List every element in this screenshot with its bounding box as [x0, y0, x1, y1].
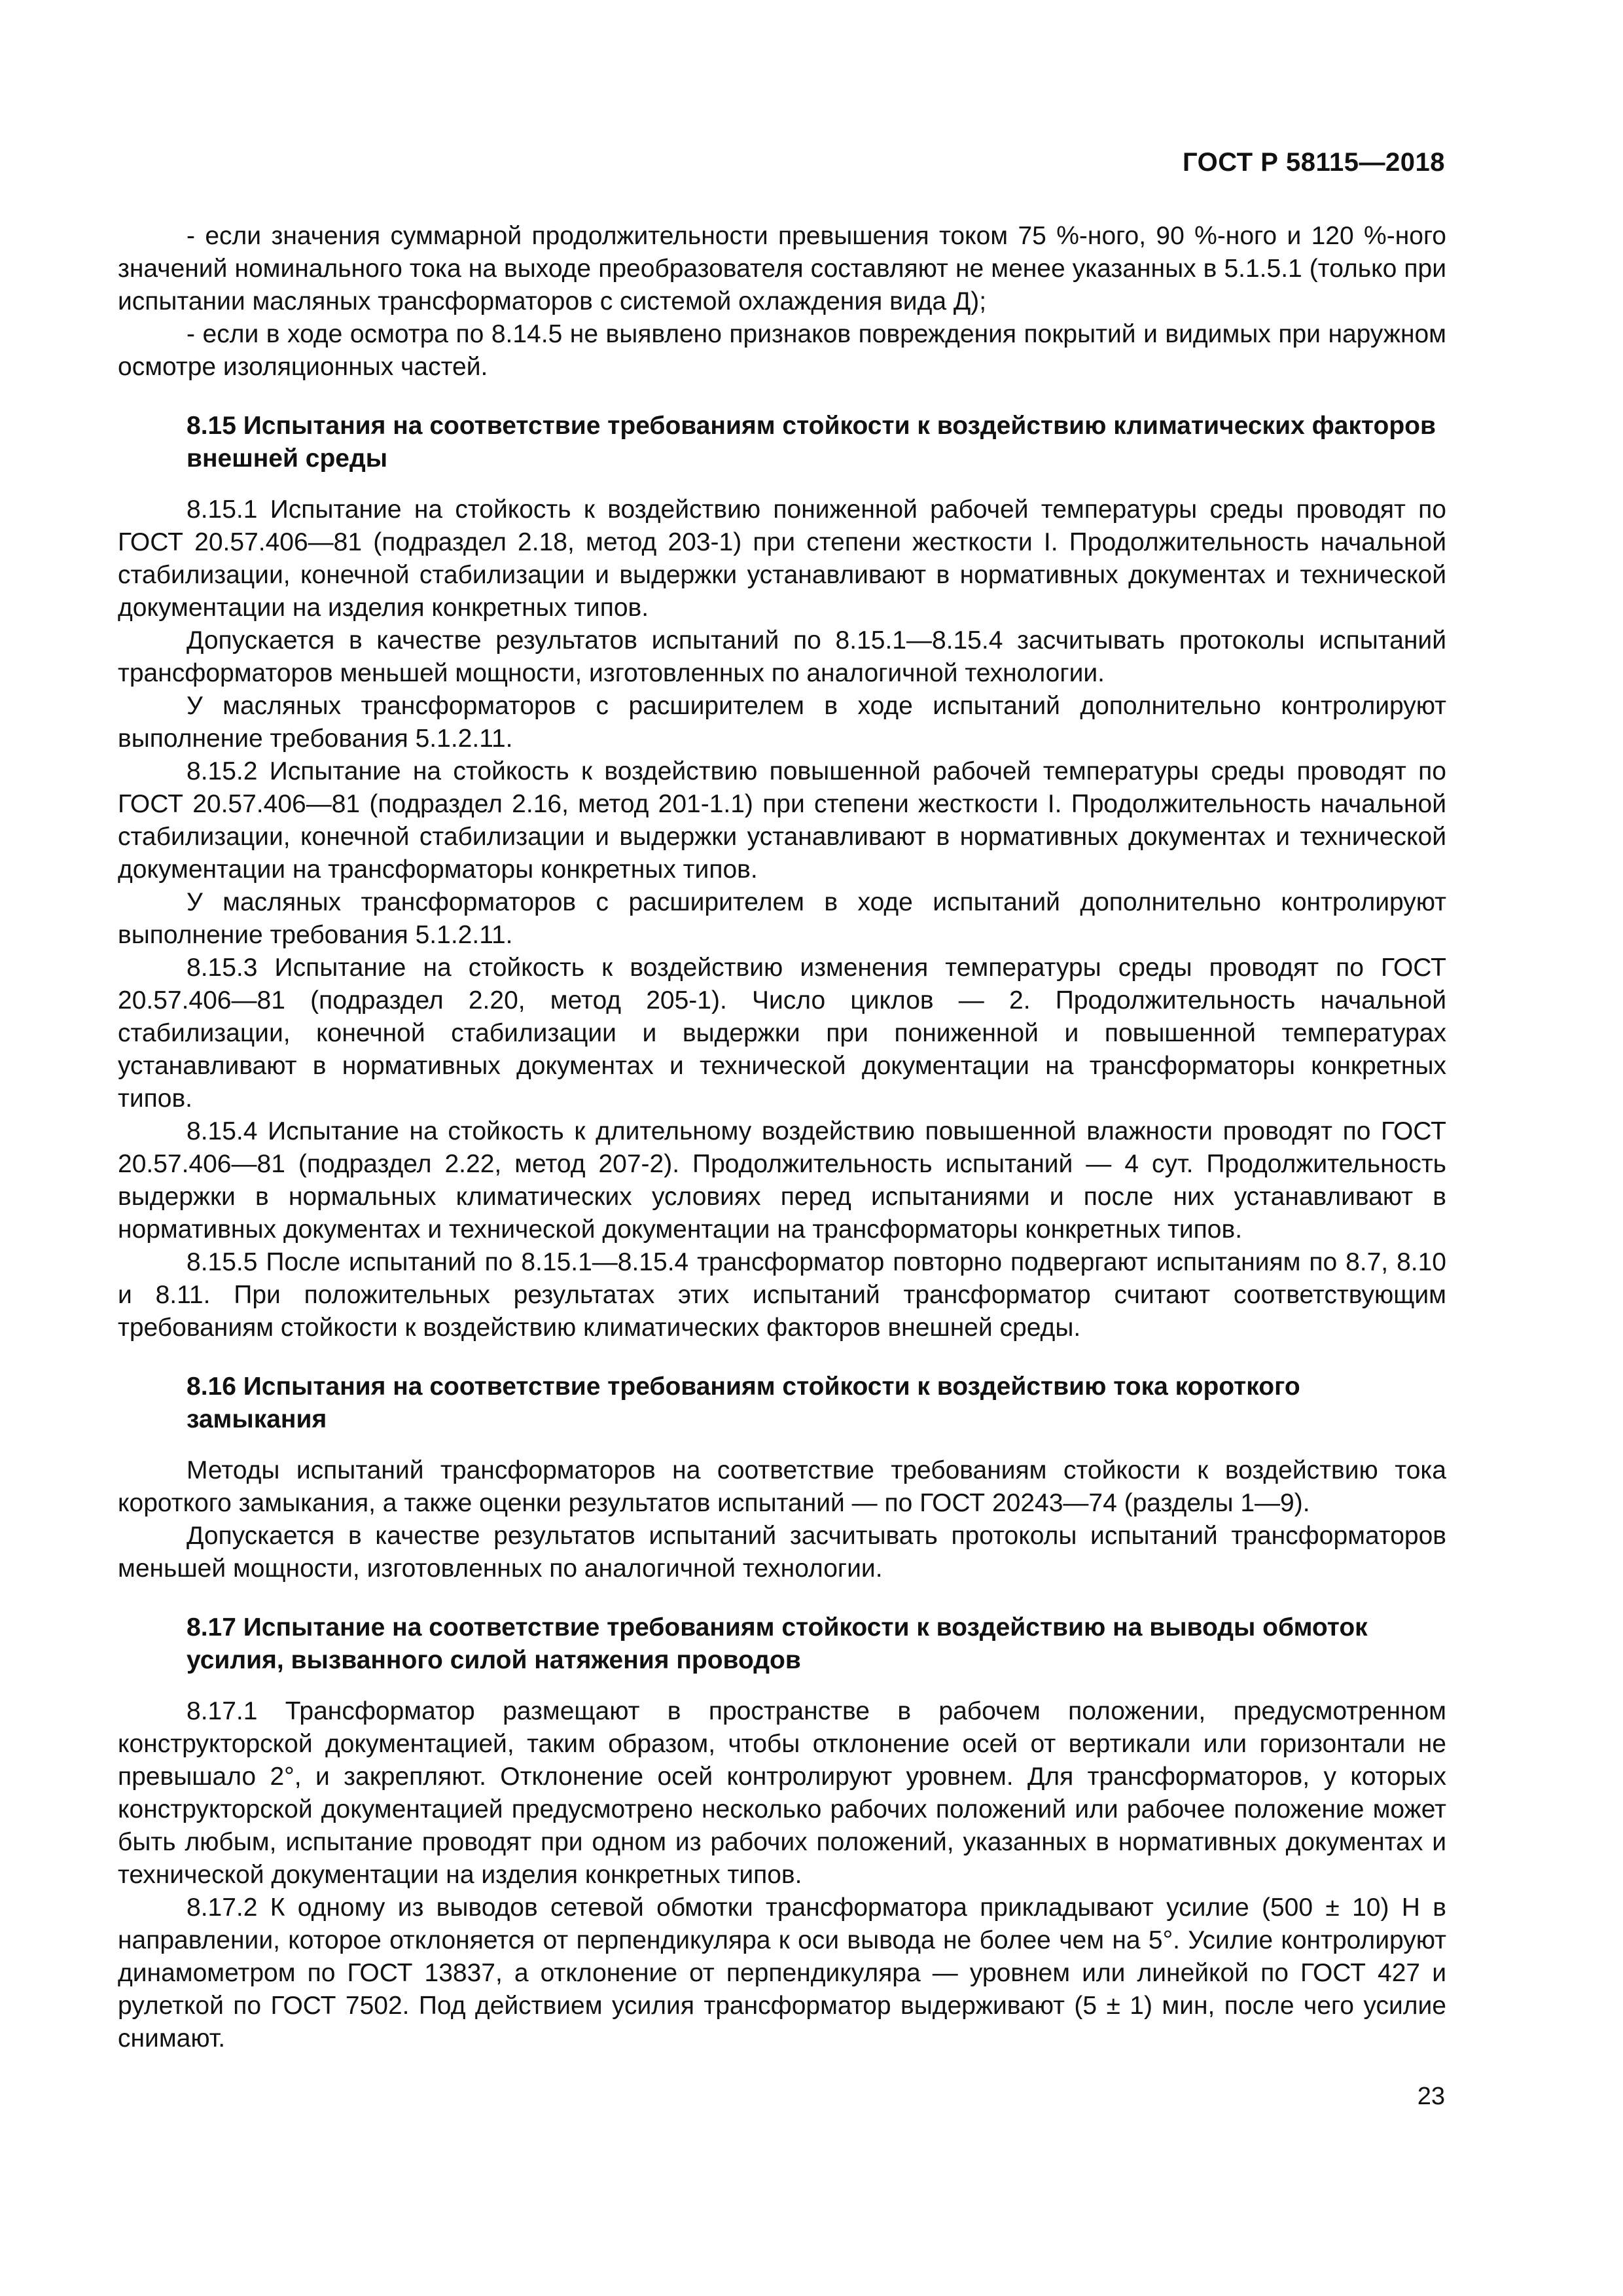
paragraph-8-15-2: 8.15.2 Испытание на стойкость к воздействию повышенной рабочей температуры среды проводят по ГОСТ 20.57.406—81 (подраздел 2.16, метод 201-1.1) при степени жесткости I. Продолжительность начальной стабилизации, конечной стабилизации и выдержки устанавливают в нормативных документах и технической документации на трансформаторы конкретных типов. [118, 757, 1446, 884]
paragraph-8-15-expander-1: У масляных трансформаторов с расширителем в ходе испытаний дополнительно контролируют выполнение требования 5.1.2.11. [118, 692, 1446, 753]
paragraph-8-15-note: Допускается в качестве результатов испытаний по 8.15.1—8.15.4 засчитывать протоколы испытаний трансформаторов меньшей мощности, изготовленных по аналогичной технологии. [118, 626, 1446, 687]
section-heading-8-16: 8.16 Испытания на соответствие требованиям стойкости к воздействию тока короткого замыкания [187, 1372, 1300, 1433]
page-number: 23 [1417, 2083, 1445, 2110]
standard-designation: ГОСТ Р 58115—2018 [1183, 148, 1445, 177]
section-heading-8-17: 8.17 Испытание на соответствие требованиям стойкости к воздействию на выводы обмоток усилия, вызванного силой натяжения проводов [187, 1613, 1368, 1674]
paragraph-8-15-expander-2: У масляных трансформаторов с расширителем в ходе испытаний дополнительно контролируют выполнение требования 5.1.2.11. [118, 888, 1446, 949]
paragraph-8-16-note: Допускается в качестве результатов испытаний засчитывать протоколы испытаний трансформаторов меньшей мощности, изготовленных по аналогичной технологии. [118, 1522, 1446, 1583]
paragraph-8-17-1: 8.17.1 Трансформатор размещают в пространстве в рабочем положении, предусмотренном конструкторской документацией, таким образом, чтобы отклонение осей от вертикали или горизонтали не превышало 2°, и закрепляют. Отклонение осей контролируют уровнем. Для трансформаторов, у которых конструкторской документацией предусмотрено несколько рабочих положений или рабочее положение может быть любым, испытание проводят при одном из рабочих положений, указанных в нормативных документах и технической документации на изделия конкретных типов. [118, 1697, 1446, 1889]
document-body [118, 220, 1446, 2055]
paragraph-8-15-4: 8.15.4 Испытание на стойкость к длительному воздействию повышенной влажности проводят по ГОСТ 20.57.406—81 (подраздел 2.22, метод 207-2). Продолжительность испытаний — 4 сут. Продолжительность выдержки в нормальных климатических условиях перед испытаниями и после них устанавливают в нормативных документах и технической документации на трансформаторы конкретных типов. [118, 1117, 1446, 1244]
paragraph-8-15-1: 8.15.1 Испытание на стойкость к воздействию пониженной рабочей температуры среды проводят по ГОСТ 20.57.406—81 (подраздел 2.18, метод 203-1) при степени жесткости I. Продолжительность начальной стабилизации, конечной стабилизации и выдержки устанавливают в нормативных документах и технической документации на изделия конкретных типов. [118, 495, 1446, 622]
paragraph-8-16-methods: Методы испытаний трансформаторов на соответствие требованиям стойкости к воздействию тока короткого замыкания, а также оценки результатов испытаний — по ГОСТ 20243—74 (разделы 1—9). [118, 1456, 1446, 1517]
intro-paragraph-1: - если значения суммарной продолжительности превышения током 75 %-ного, 90 %-ного и 120 %-ного значений номинального тока на выходе преобразователя составляют не менее указанных в 5.1.5.1 (только при испытании масляных трансформаторов с системой охлаждения вида Д); [118, 222, 1446, 315]
paragraph-8-17-2: 8.17.2 К одному из выводов сетевой обмотки трансформатора прикладывают усилие (500 ± 10) Н в направлении, которое отклоняется от перпендикуляра к оси вывода не более чем на 5°. Усилие контролируют динамометром по ГОСТ 13837, а отклонение от перпендикуляра — уровнем или линейкой по ГОСТ 427 и рулеткой по ГОСТ 7502. Под действием усилия трансформатор выдерживают (5 ± 1) мин, после чего усилие снимают. [118, 1893, 1446, 2053]
paragraph-8-15-5: 8.15.5 После испытаний по 8.15.1—8.15.4 трансформатор повторно подвергают испытаниям по 8.7, 8.10 и 8.11. При положительных результатах этих испытаний трансформатор считают соответствующим требованиям стойкости к воздействию климатических факторов внешней среды. [118, 1248, 1446, 1342]
paragraph-8-15-3: 8.15.3 Испытание на стойкость к воздействию изменения температуры среды проводят по ГОСТ 20.57.406—81 (подраздел 2.20, метод 205-1). Число циклов — 2. Продолжительность начальной стабилизации, конечной стабилизации и выдержки при пониженной и повышенной температурах устанавливают в нормативных документах и технической документации на трансформаторы конкретных типов. [118, 954, 1446, 1113]
intro-paragraph-2: - если в ходе осмотра по 8.14.5 не выявлено признаков повреждения покрытий и видимых при наружном осмотре изоляционных частей. [118, 320, 1446, 381]
section-heading-8-15: 8.15 Испытания на соответствие требованиям стойкости к воздействию климатических факторов внешней среды [187, 412, 1436, 473]
